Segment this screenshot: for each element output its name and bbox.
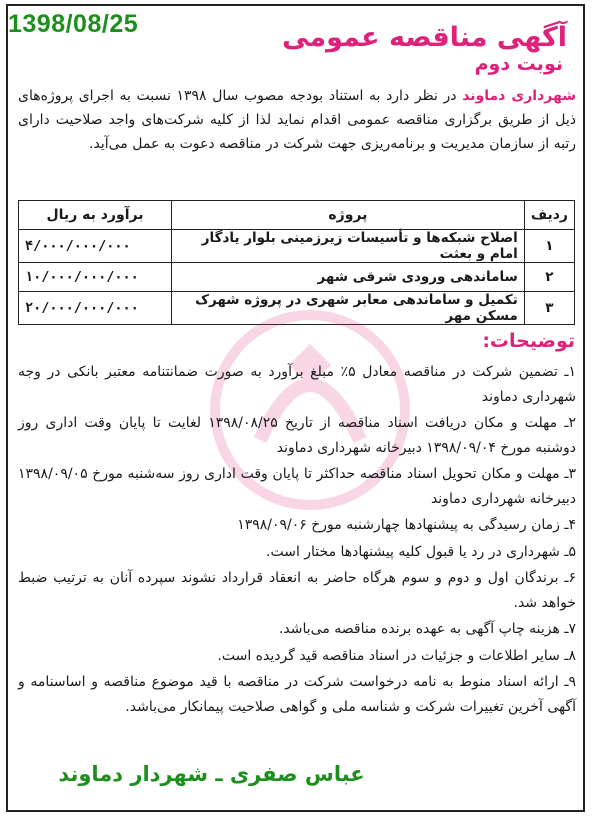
row-estimate: ۴/۰۰۰/۰۰۰/۰۰۰ <box>19 230 172 263</box>
row-project: ساماندهی ورودی شرقی شهر <box>172 263 525 292</box>
row-project: اصلاح شبکه‌ها و تأسیسات زیرزمینی بلوار یادگار امام و بعثت <box>172 230 525 263</box>
list-item: ۹ـ ارائه اسناد منوط به نامه درخواست شرکت در مناقصه با قید موضوع مناقصه و اساسنامه و آگهی آخرین تغییرات شرکت و شناسه ملی و گواهی صلاحیت پیمانکار می‌باشد. <box>18 674 576 715</box>
signature: عباس صفری ـ شهردار دماوند <box>58 762 365 786</box>
notes-list <box>18 360 576 721</box>
table-header-row <box>19 201 575 230</box>
notes-title: توضیحات: <box>482 330 575 352</box>
list-item: ۴ـ زمان رسیدگی به پیشنهادها چهارشنبه مورخ ۱۳۹۸/۰۹/۰۶ <box>237 517 576 533</box>
list-item: ۸ـ سایر اطلاعات و جزئیات در اسناد مناقصه قید گردیده است. <box>217 647 576 664</box>
header-project: پروژه <box>172 201 525 230</box>
list-item: ۱ـ تضمین شرکت در مناقصه معادل ۵٪ مبلغ برآورد به صورت ضمانتنامه معتبر بانکی در وجه شهرداری دماوند <box>18 364 576 405</box>
list-item: ۶ـ برندگان اول و دوم و سوم هرگاه حاضر به انعقاد قرارداد نشوند سپرده آنان به ترتیب ضبط خواهد شد. <box>18 570 576 611</box>
list-item: ۳ـ مهلت و مکان تحویل اسناد مناقصه حداکثر تا پایان وقت اداری روز سه‌شنبه مورخ ۱۳۹۸/۰۹/۰۵ دبیرخانه شهرداری دماوند <box>18 466 576 507</box>
list-item: ۷ـ هزینه چاپ آگهی به عهده برنده مناقصه می‌باشد. <box>278 621 576 637</box>
row-estimate: ۱۰/۰۰۰/۰۰۰/۰۰۰ <box>19 263 172 292</box>
organization-name: شهرداری دماوند <box>462 88 576 104</box>
row-project: تکمیل و ساماندهی معابر شهری در پروژه شهرک مسکن مهر <box>172 292 525 325</box>
row-number: ۲ <box>524 263 574 292</box>
table-row <box>19 230 575 263</box>
projects-table <box>18 200 575 325</box>
date-stamp: 1398/08/25 <box>8 10 139 38</box>
intro-text: در نظر دارد به استناد بودجه مصوب سال ۱۳۹۸ نسبت به اجرای پروژه‌های ذیل از طریق برگزاری مناقصه عمومی اقدام نماید لذا از کلیه شرکت‌های واجد صلاحیت دارای رتبه از سازمان مدیریت و برنامه‌ریزی جهت شرکت در مناقصه دعوت به عمل می‌آید. <box>18 88 576 152</box>
ad-title: آگهی مناقصه عمومی <box>282 22 567 53</box>
list-item: ۲ـ مهلت و مکان دریافت اسناد مناقصه از تاریخ ۱۳۹۸/۰۸/۲۵ لغایت تا پایان وقت اداری روز دوشنبه مورخ ۱۳۹۸/۰۹/۰۴ دبیرخانه شهرداری دماوند <box>18 415 576 456</box>
list-item: ۵ـ شهرداری در رد یا قبول کلیه پیشنهادها مختار است. <box>266 543 576 560</box>
title-bar <box>205 22 575 75</box>
header-estimate: برآورد به ریال <box>19 201 172 230</box>
table-row <box>19 263 575 292</box>
table-row <box>19 292 575 325</box>
turn-label: نوبت دوم <box>474 53 563 75</box>
row-estimate: ۲۰/۰۰۰/۰۰۰/۰۰۰ <box>19 292 172 325</box>
row-number: ۱ <box>524 230 574 263</box>
row-number: ۳ <box>524 292 574 325</box>
intro-paragraph <box>18 84 576 156</box>
header-row-number: ردیف <box>524 201 574 230</box>
